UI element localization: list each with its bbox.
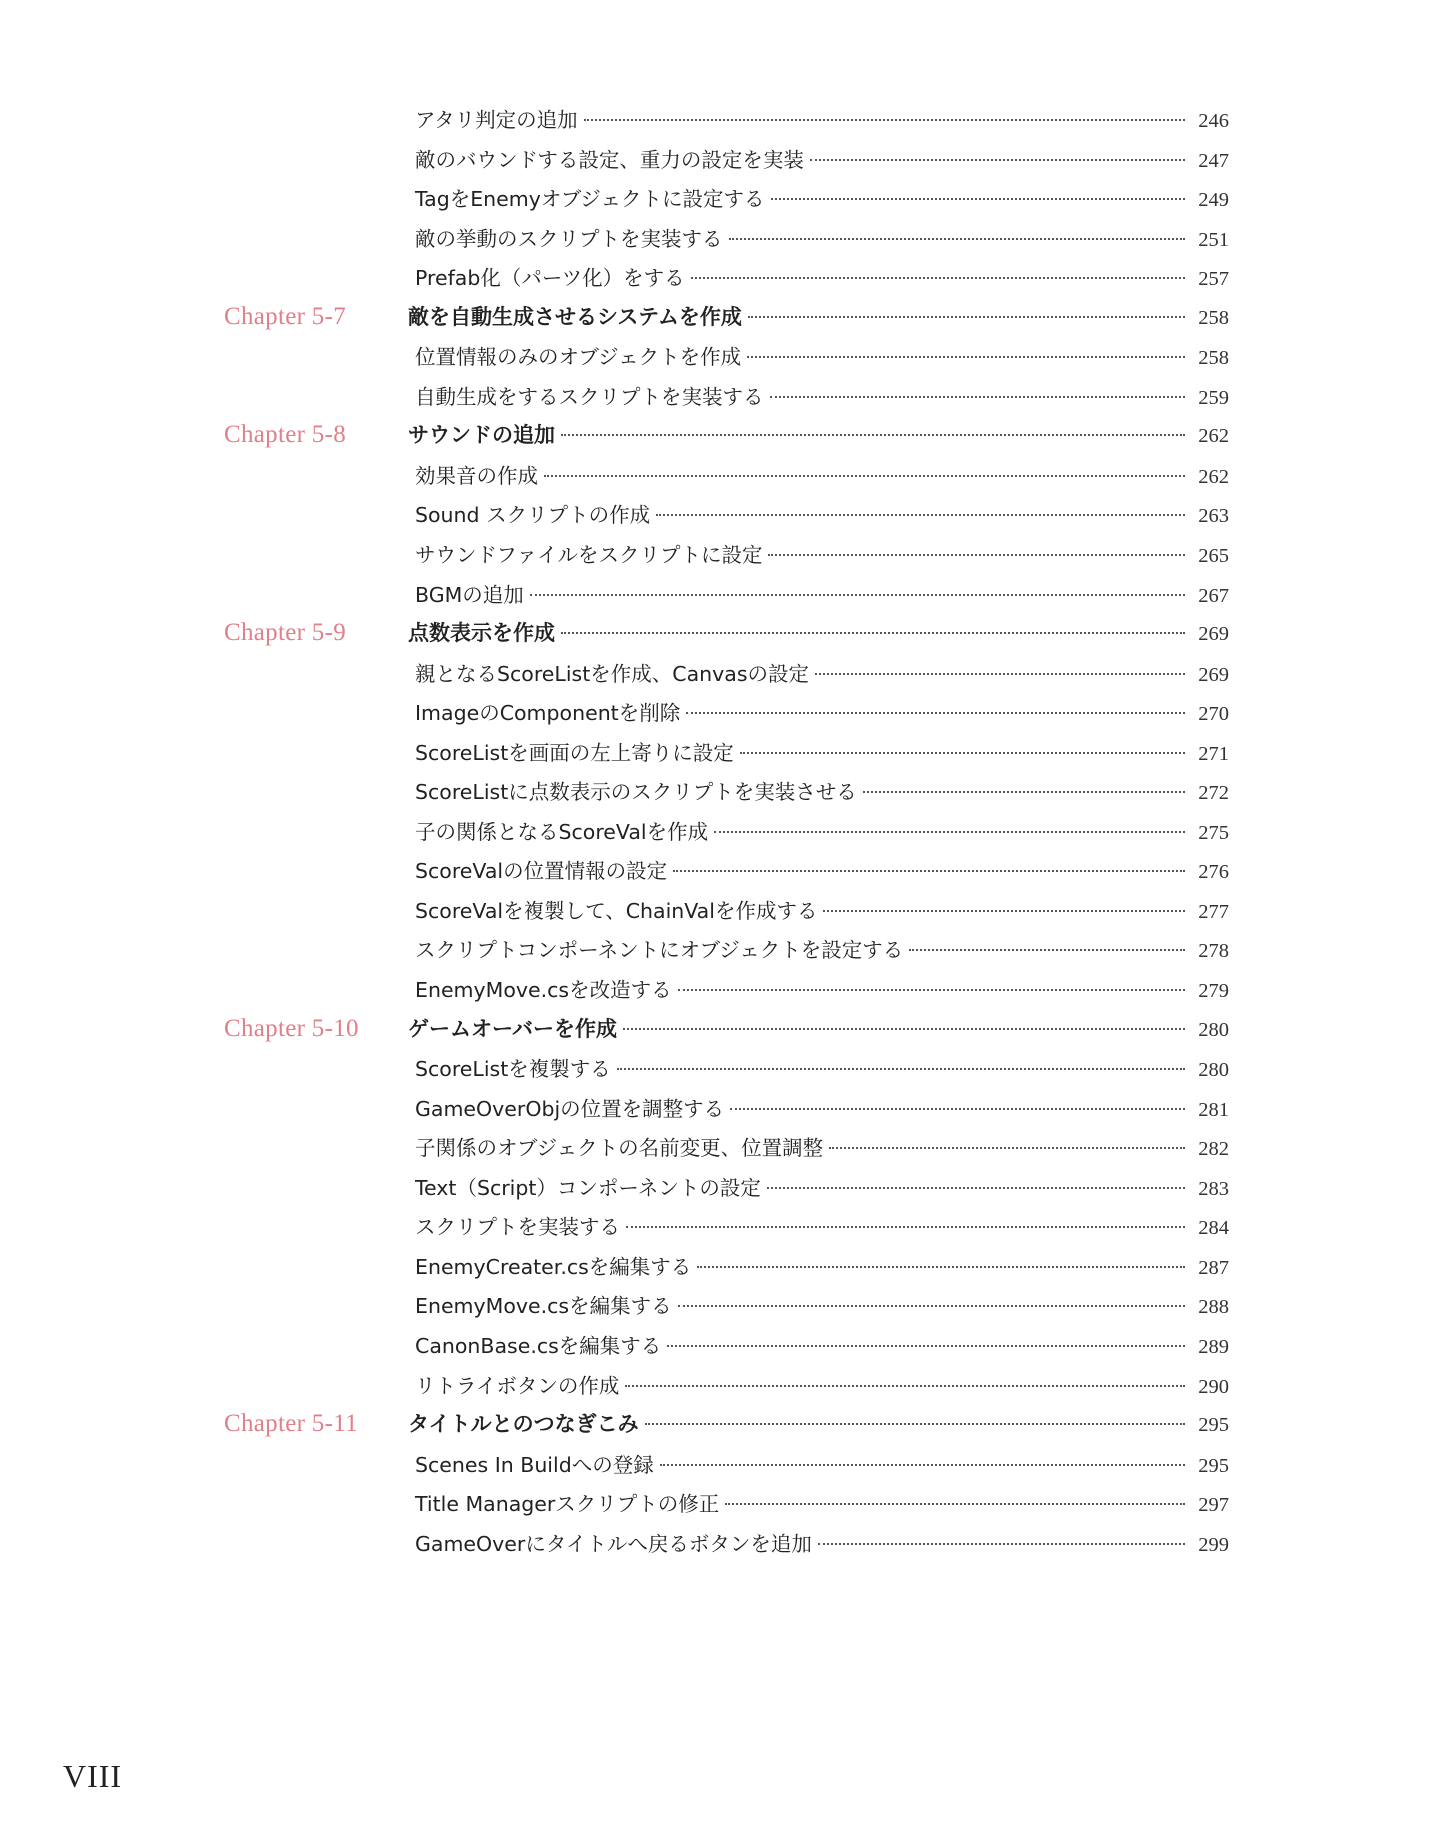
dot-leader [656,512,1185,516]
dot-leader [544,473,1185,477]
toc-section-row [224,933,1229,973]
table-of-contents [224,103,1229,1566]
toc-page-number: 295 [1198,1454,1229,1477]
toc-section-row [224,222,1229,262]
toc-entry-title: Title Managerスクリプトの修正 [415,1492,720,1517]
toc-entry-title: サウンドファイルをスクリプトに設定 [415,543,763,568]
toc-section-row [224,1092,1229,1132]
dot-leader [714,829,1185,833]
toc-entry-title: Text（Script）コンポーネントの設定 [415,1175,761,1200]
toc-page-number: 290 [1198,1375,1229,1398]
toc-page-number: 272 [1198,782,1229,805]
dot-leader [770,394,1186,398]
dot-leader [530,592,1185,596]
toc-entry-title: スクリプトを実装する [415,1215,620,1240]
toc-entry-title: 子関係のオブジェクトの名前変更、位置調整 [415,1136,824,1161]
dot-leader [686,710,1185,714]
toc-section-row [224,696,1229,736]
toc-entry-title: EnemyMove.csを編集する [415,1294,672,1319]
toc-entry-title: 親となるScoreListを作成、Canvasの設定 [415,661,809,686]
toc-entry-title: ScoreListを複製する [415,1057,611,1082]
toc-page-number: 289 [1198,1335,1229,1358]
dot-leader [626,1224,1185,1228]
toc-section-row [224,578,1229,618]
toc-entry-title: 敵の挙動のスクリプトを実装する [415,226,723,251]
toc-section-row [224,459,1229,499]
toc-entry-title: 敵のバウンドする設定、重力の設定を実装 [415,147,804,172]
toc-page-number: 282 [1198,1138,1229,1161]
dot-leader [740,750,1185,754]
toc-entry-title: スクリプトコンポーネントにオブジェクトを設定する [415,938,904,963]
toc-page-number: 258 [1198,306,1229,329]
toc-chapter-row [224,1408,1229,1448]
toc-page-number: 269 [1198,663,1229,686]
toc-page-number: 288 [1198,1296,1229,1319]
dot-leader [768,552,1185,556]
toc-page-number: 267 [1198,584,1229,607]
toc-entry-title: CanonBase.csを編集する [415,1333,662,1358]
toc-page-number: 257 [1198,268,1229,291]
dot-leader [660,1462,1185,1466]
toc-entry-title: TagをEnemyオブジェクトに設定する [415,187,765,212]
toc-entry-title: ScoreListを画面の左上寄りに設定 [415,740,734,765]
toc-section-row [224,1171,1229,1211]
chapter-label: Chapter 5-7 [224,302,347,330]
toc-section-row [224,380,1229,420]
dot-leader [725,1501,1185,1505]
toc-entry-title: Prefab化（パーツ化）をする [415,266,685,291]
dot-leader [645,1421,1185,1425]
toc-page-number: 251 [1198,228,1229,251]
toc-section-row [224,340,1229,380]
dot-leader [667,1343,1185,1347]
toc-entry-title: Sound スクリプトの作成 [415,503,651,528]
dot-leader [823,908,1185,912]
toc-entry-title: ScoreValを複製して、ChainValを作成する [415,898,818,923]
toc-section-row [224,1369,1229,1409]
dot-leader [818,1541,1185,1545]
toc-entry-title: リトライボタンの作成 [415,1373,620,1398]
toc-section-row [224,182,1229,222]
dot-leader [730,1106,1185,1110]
toc-entry-title: アタリ判定の追加 [415,108,578,132]
toc-section-row [224,894,1229,934]
toc-section-row [224,1210,1229,1250]
toc-section-row [224,1487,1229,1527]
toc-section-row [224,1527,1229,1567]
toc-entry-title: ScoreListに点数表示のスクリプトを実装させる [415,780,857,805]
toc-section-row [224,1448,1229,1488]
toc-section-row [224,815,1229,855]
dot-leader [673,868,1185,872]
toc-page-number: 265 [1198,545,1229,568]
toc-entry-title: 自動生成をするスクリプトを実装する [415,384,764,409]
dot-leader [697,1264,1185,1268]
toc-section-row [224,498,1229,538]
toc-section-row [224,1289,1229,1329]
toc-section-row [224,1052,1229,1092]
toc-entry-title: 敵を自動生成させるシステムを作成 [408,304,742,329]
dot-leader [767,1185,1185,1189]
page-number-folio: VIII [63,1758,123,1794]
dot-leader [625,1383,1185,1387]
toc-chapter-row [224,419,1229,459]
toc-chapter-row [224,1013,1229,1053]
dot-leader [691,275,1185,279]
toc-page-number: 263 [1198,505,1229,528]
dot-leader [561,630,1185,634]
toc-page-number: 284 [1198,1217,1229,1240]
toc-page-number: 259 [1198,386,1229,409]
toc-page-number: 278 [1198,940,1229,963]
toc-page-number: 280 [1198,1018,1229,1041]
toc-entry-title: 効果音の作成 [415,463,538,488]
toc-section-row [224,1131,1229,1171]
toc-page-number: 247 [1198,149,1229,172]
dot-leader [729,236,1186,240]
dot-leader [810,157,1185,161]
toc-page-number: 283 [1198,1177,1229,1200]
toc-page-number: 287 [1198,1256,1229,1279]
dot-leader [909,947,1185,951]
toc-page-number: 269 [1198,623,1229,646]
dot-leader [863,789,1185,793]
toc-entry-title: GameOverObjの位置を調整する [415,1096,725,1121]
dot-leader [623,1026,1185,1030]
chapter-label: Chapter 5-9 [224,619,347,647]
toc-section-row [224,1250,1229,1290]
toc-entry-title: GameOverにタイトルへ戻るボタンを追加 [415,1531,812,1556]
toc-page-number: 277 [1198,900,1229,923]
toc-section-row [224,973,1229,1013]
toc-section-row [224,538,1229,578]
dot-leader [771,196,1185,200]
dot-leader [561,432,1185,436]
toc-section-row [224,657,1229,697]
toc-entry-title: BGMの追加 [415,582,524,607]
toc-entry-title: Scenes In Buildへの登録 [415,1452,654,1477]
toc-page-number: 258 [1198,347,1229,370]
toc-page-number: 280 [1198,1059,1229,1082]
toc-entry-title: ゲームオーバーを作成 [408,1016,617,1041]
chapter-label: Chapter 5-11 [224,1410,358,1438]
toc-entry-title: 点数表示を作成 [408,621,555,646]
dot-leader [815,671,1185,675]
chapter-label: Chapter 5-8 [224,421,347,449]
toc-page-number: 270 [1198,703,1229,726]
chapter-label: Chapter 5-10 [224,1014,359,1042]
toc-section-row [224,736,1229,776]
toc-section-row [224,854,1229,894]
toc-section-row [224,261,1229,301]
dot-leader [678,1303,1185,1307]
toc-page-number: 279 [1198,980,1229,1003]
dot-leader [829,1145,1185,1149]
toc-entry-title: EnemyMove.csを改造する [415,978,672,1003]
toc-section-row [224,1329,1229,1369]
dot-leader [678,987,1185,991]
toc-page-number: 262 [1198,465,1229,488]
toc-chapter-row [224,617,1229,657]
toc-page-number: 299 [1198,1533,1229,1556]
toc-entry-title: EnemyCreater.csを編集する [415,1254,692,1279]
dot-leader [747,354,1185,358]
toc-page-number: 281 [1198,1098,1229,1121]
toc-entry-title: ScoreValの位置情報の設定 [415,859,668,884]
toc-page-number: 275 [1198,821,1229,844]
toc-page-number: 246 [1198,110,1229,132]
toc-section-row [224,103,1229,143]
toc-entry-title: 位置情報のみのオブジェクトを作成 [415,345,742,370]
toc-page-number: 249 [1198,189,1229,212]
toc-chapter-row [224,301,1229,341]
toc-entry-title: サウンドの追加 [408,423,555,448]
toc-page-number: 262 [1198,425,1229,448]
toc-page-number: 297 [1198,1494,1229,1517]
toc-section-row [224,143,1229,183]
toc-page-number: 271 [1198,742,1229,765]
toc-entry-title: タイトルとのつなぎこみ [408,1412,639,1437]
toc-section-row [224,775,1229,815]
toc-page-number: 295 [1198,1414,1229,1437]
toc-entry-title: ImageのComponentを削除 [415,701,681,726]
dot-leader [617,1066,1185,1070]
dot-leader [584,117,1185,121]
toc-entry-title: 子の関係となるScoreValを作成 [415,819,709,844]
toc-page-number: 276 [1198,861,1229,884]
dot-leader [748,314,1185,318]
